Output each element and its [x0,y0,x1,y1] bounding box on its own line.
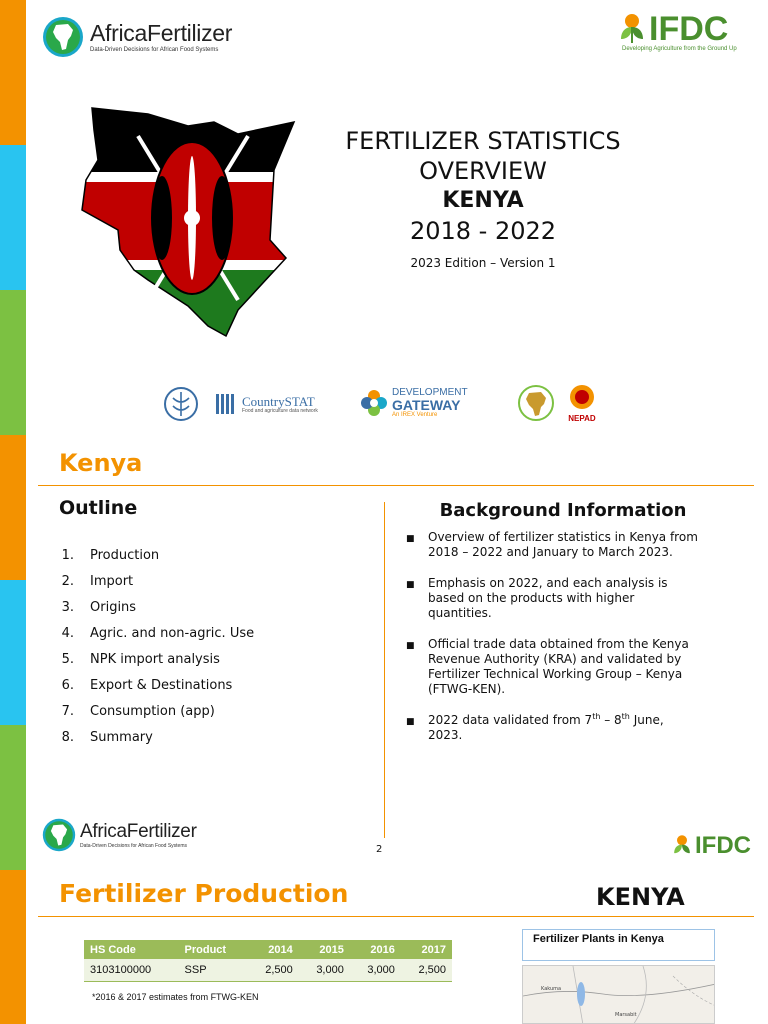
cover-title-block [330,126,636,270]
nepad-emblem-icon [569,384,595,410]
column-divider [384,502,385,838]
list-item: 8. Summary [61,730,153,745]
development-gateway-logo [360,388,468,418]
background-list [400,530,700,759]
left-stripe-orange-2 [0,435,26,580]
countrystat-bars-icon [216,394,238,414]
table-header-row: HS Code Product 2014 2015 2016 2017 [84,940,452,959]
ifdc-logo [618,12,748,52]
list-item: ■ 2022 data validated from 7th – 8th June, 2023. [406,712,664,742]
map-label: Kakuma [541,986,562,992]
dg-line2: GATEWAY [392,397,461,413]
africafertilizer-name: AfricaFertilizer [90,19,233,46]
list-item: 5. NPK import analysis [61,652,220,667]
africa-globe-icon [42,16,84,58]
map-title-box [522,929,715,961]
outline-list [50,548,254,756]
cover-country: KENYA [442,188,524,213]
map-title: Fertilizer Plants in Kenya [533,933,664,945]
dg-line1: DEVELOPMENT [392,387,468,398]
left-stripe-green-2 [0,725,26,870]
slide2-ifdc-logo [672,834,751,858]
cover-title-line1: FERTILIZER STATISTICS [345,127,621,155]
list-item: 7. Consumption (app) [61,704,215,719]
table-row: 3103100000 SSP 2,500 3,000 3,000 2,500 [84,959,452,981]
left-stripe-cyan-2 [0,580,26,725]
slide3-title: Fertilizer Production [59,879,349,908]
left-stripe-cyan [0,145,26,290]
countrystat-sub: Food and agriculture data network [242,407,318,414]
african-union-logo [516,385,556,421]
background-heading: Background Information [439,500,687,521]
page-number: 2 [376,844,383,855]
production-table [84,940,452,982]
ifdc-leaf-icon [618,13,646,45]
map-label: Marsabit [615,1012,637,1018]
africafertilizer-tagline: Data-Driven Decisions for African Food Systems [80,842,187,849]
ifdc-leaf-icon [672,834,692,858]
slide2-africafertilizer-logo [42,818,197,852]
list-item: ■ Emphasis on 2022, and each analysis is based on the products with higher quantities. [406,576,668,620]
nepad-name: NEPAD [568,414,596,423]
ifdc-tagline: Developing Agriculture from the Ground Up [622,46,737,52]
list-item: ■ Overview of fertilizer statistics in Kenya from 2018 – 2022 and January to March 2023. [406,530,698,559]
africa-globe-icon [42,818,76,852]
slide3-country: KENYA [596,883,685,911]
list-item: 6. Export & Destinations [61,678,233,693]
cover-edition: 2023 Edition – Version 1 [410,256,556,270]
africafertilizer-tagline: Data-Driven Decisions for African Food Systems [90,46,219,53]
slide2-title: Kenya [59,449,143,477]
countrystat-name: CountrySTAT [242,393,315,409]
cover-title-line2: OVERVIEW [419,157,547,185]
list-item: 4. Agric. and non-agric. Use [61,626,255,641]
list-item: ■ Official trade data obtained from the Kenya Revenue Authority (KRA) and validated by Fertilizer Technical Working Group – Kenya (FTWG-KEN). [406,637,689,696]
fertilizer-plants-map [522,965,715,1024]
ifdc-name: IFDC [649,10,729,48]
left-stripe-orange-3 [0,870,26,1024]
list-item: 1. Production [61,548,160,563]
left-stripe-green [0,290,26,435]
slide2-title-divider [38,485,754,486]
africafertilizer-name: AfricaFertilizer [80,820,197,842]
left-stripe-orange [0,0,26,145]
nepad-logo [562,384,602,423]
ifdc-name: IFDC [695,832,751,859]
slide3-title-divider [38,916,754,917]
table-footnote: *2016 & 2017 estimates from FTWG-KEN [92,992,259,1002]
dg-sub: An IREX Venture [392,412,438,418]
africafertilizer-logo [42,16,232,58]
list-item: 2. Import [61,574,134,589]
list-item: 3. Origins [61,600,137,615]
countrystat-logo [216,394,318,414]
fao-logo [163,386,199,422]
kenya-flag-map [78,100,298,340]
dg-flower-icon [360,389,388,417]
cover-years: 2018 - 2022 [409,217,557,245]
outline-heading: Outline [59,497,138,519]
